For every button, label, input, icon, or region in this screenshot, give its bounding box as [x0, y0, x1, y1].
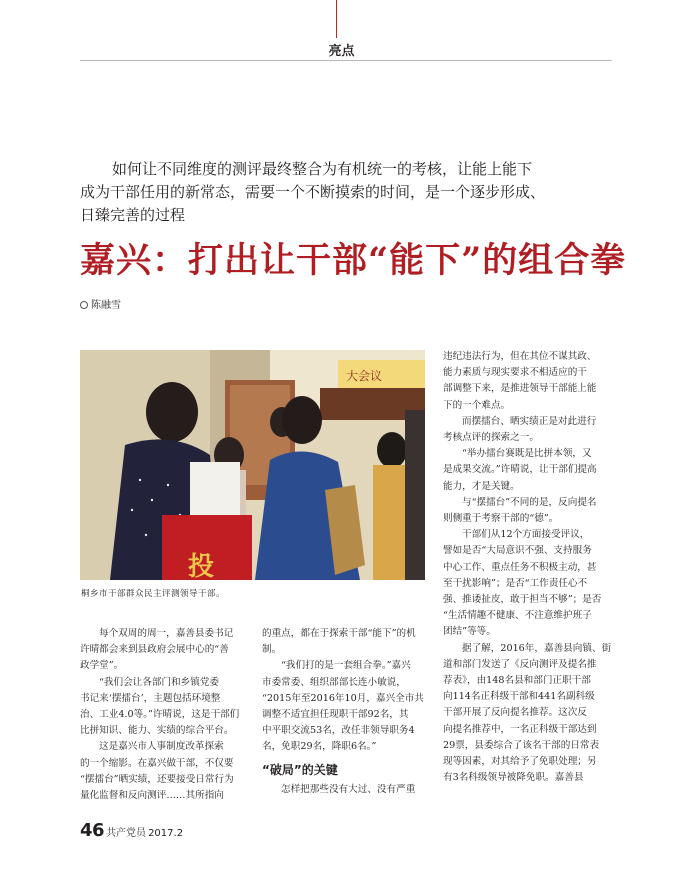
text-line: 市委常委、组织部部长连小敏说，	[262, 676, 406, 688]
text-line: 至干扰影响”；是否“工作责任心不	[443, 577, 588, 589]
text-line: 而摆擂台、晒实绩正是对此进行	[462, 415, 597, 427]
lead-paragraph	[80, 158, 600, 227]
lead-line: 成为干部任用的新常态，需要一个不断摸索的时间，是一个逐步形成、	[80, 183, 546, 201]
text-line: 每个双周的周一，嘉善县委书记	[99, 628, 234, 639]
text-line: 这是嘉兴市人事制度改革探索	[99, 741, 224, 753]
text-line: “我们打的是一套组合拳。”嘉兴	[281, 660, 411, 672]
text-line: “举办擂台赛既是比拼本领，又	[462, 448, 592, 460]
text-line: 部调整下来，是推进领导干部能上能	[443, 383, 597, 395]
text-line: 违纪违法行为，但在其位不谋其政、	[443, 351, 597, 362]
paragraph	[443, 414, 613, 446]
byline-bullet-icon	[80, 301, 88, 309]
text-line: 荐表》，由148名县和部门正职干部	[443, 675, 591, 687]
article-column-3	[443, 349, 613, 786]
photo-banner-text: 大会议	[346, 369, 383, 383]
text-line: 量化监督和反向测评……其所指向	[80, 790, 224, 802]
text-line: 譬如是否“大局意识不强、支持服务	[443, 545, 592, 557]
paragraph	[443, 446, 613, 495]
photo-caption: 桐乡市干部群众民主评测领导干部。	[81, 589, 226, 599]
text-line: “2015年至2016年10月，嘉兴全市共	[262, 692, 424, 704]
text-line: “生活情趣不健康、不注意维护班子	[443, 610, 592, 622]
article-column-1	[80, 626, 250, 804]
page-number: 46	[80, 820, 105, 841]
text-line: 向提名推荐中，一名正科级干部达到	[443, 723, 597, 735]
text-line: 制。	[262, 644, 282, 656]
text-line: 有3名科级领导被降免职。嘉善县	[443, 772, 584, 784]
magazine-name: 共产党员	[106, 828, 147, 839]
text-line: 干部开展了反向提名推荐。这次反	[443, 707, 587, 719]
paragraph	[443, 527, 613, 640]
paragraph	[262, 626, 432, 658]
text-line: 下的一个难点。	[443, 399, 511, 411]
text-line: 现等因素，对其给予了免职处理；另	[443, 756, 597, 768]
text-line: 29票，县委综合了该名干部的日常表	[443, 739, 600, 751]
text-line: 强、推诿扯皮，敢于担当不够”；是否	[443, 594, 602, 606]
photo-illustration	[80, 350, 425, 580]
article-title: 嘉兴：打出让干部“能下”的组合拳	[80, 240, 627, 281]
text-line: 考核点评的探索之一。	[443, 432, 539, 444]
text-line: 与“摆擂台”不同的是，反向提名	[462, 496, 597, 508]
text-line: 的重点，都在于探索干部“能下”的机	[262, 628, 416, 639]
text-line: 则侧重于考察干部的“德”。	[443, 513, 559, 525]
section-label: 亮点	[328, 44, 355, 59]
text-line: 中心工作、重点任务不积极主动，甚	[443, 561, 597, 573]
text-line: “我们会让各部门和乡镇党委	[99, 676, 220, 688]
paragraph	[443, 349, 613, 414]
article-column-2	[262, 626, 432, 798]
text-line: 书记来‘摆擂台’，主题包括环境整	[80, 692, 221, 704]
top-red-rule	[336, 0, 337, 38]
text-line: 是成果交流。”许晴说，让干部们提高	[443, 464, 597, 476]
text-line: 治、工业4.0等。”许晴说，这是干部们	[80, 709, 240, 721]
text-line: 政学堂”。	[80, 660, 124, 672]
paragraph	[443, 641, 613, 787]
article-photo	[80, 350, 425, 580]
text-line: 名，免职29名，降职6名。”	[262, 741, 377, 753]
text-line: 干部们从12个方面接受评议，	[462, 529, 590, 541]
text-line: 能力素质与现实要求不相适应的干	[443, 367, 587, 379]
text-line: 据了解，2016年，嘉善县向镇、街	[462, 642, 612, 654]
issue-number: 2017.2	[148, 828, 184, 839]
lead-line: 日臻完善的过程	[80, 206, 186, 224]
text-line: “摆擂台”晒实绩，还要接受日常行为	[80, 773, 234, 785]
text-line: 团结”等等。	[443, 626, 496, 638]
paragraph	[262, 658, 432, 755]
byline	[80, 296, 121, 311]
subheading: “破局”的关键	[262, 762, 338, 777]
paragraph	[80, 739, 250, 804]
page-footer	[80, 820, 183, 841]
paragraph	[80, 675, 250, 740]
paragraph	[262, 782, 432, 798]
text-line: 能力，才是关键。	[443, 480, 520, 492]
text-line: 比拼知识、能力、实绩的综合平台。	[80, 725, 234, 737]
text-line: 调整不适宜担任现职干部92名，其	[262, 709, 409, 721]
paragraph	[443, 495, 613, 527]
text-line: 怎样把那些没有大过、没有严重	[281, 783, 416, 795]
text-line: 中平职交流53名，改任非领导职务4	[262, 725, 415, 737]
ballot-box-label: 投	[188, 552, 215, 580]
section-divider	[80, 60, 612, 61]
paragraph	[80, 626, 250, 675]
text-line: 道和部门发送了《反向测评及提名推	[443, 658, 597, 670]
text-line: 许晴都会来到县政府会展中心的“善	[80, 644, 229, 656]
lead-line: 如何让不同维度的测评最终整合为有机统一的考核，让能上能下	[112, 160, 533, 178]
text-line: 的一个缩影。在嘉兴做干部，不仅要	[80, 757, 234, 769]
author-name: 陈融雪	[91, 300, 121, 311]
text-line: 向114名正科级干部和441名副科级	[443, 691, 595, 703]
